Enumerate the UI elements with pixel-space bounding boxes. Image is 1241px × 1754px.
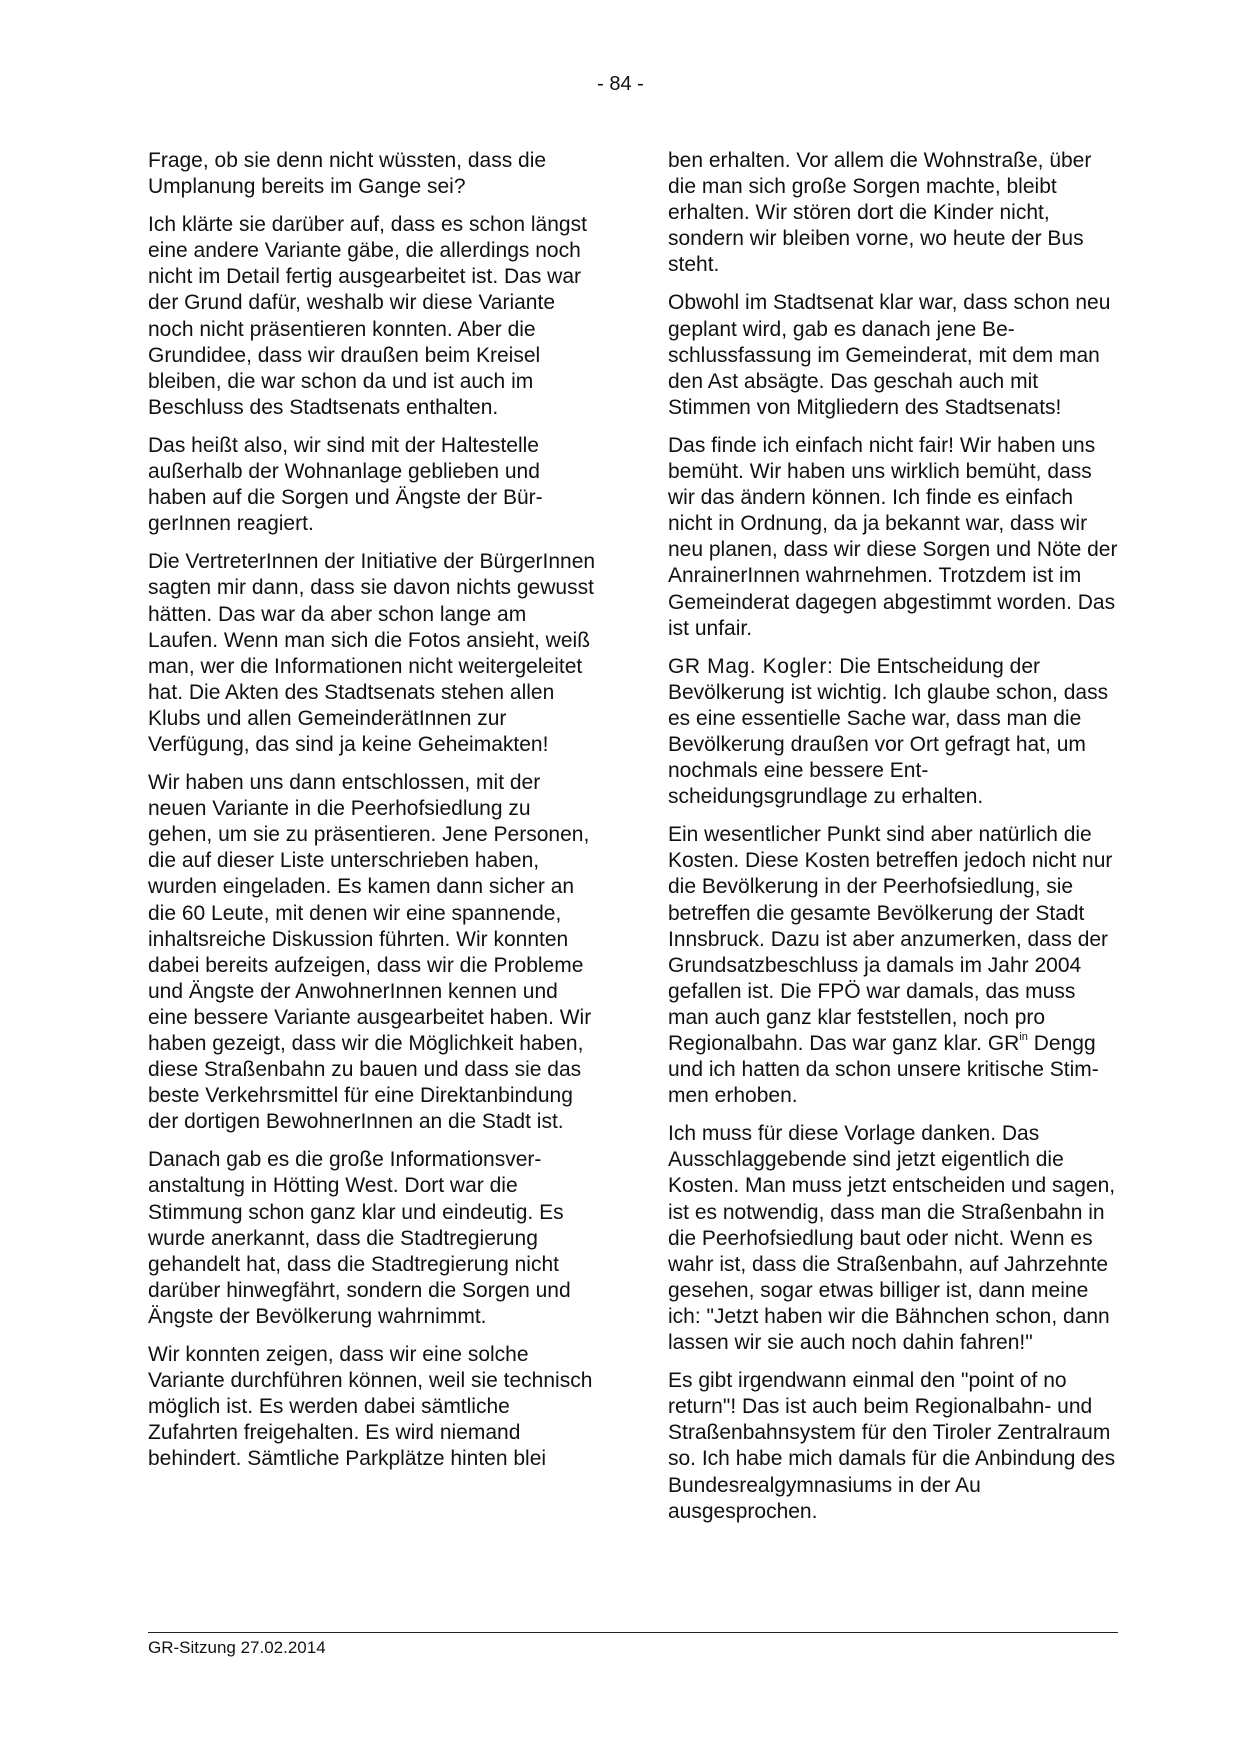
page-number: - 84 - <box>597 73 644 95</box>
paragraph: Frage, ob sie denn nicht wüssten, dass die Umplanung bereits im Gange sei? <box>148 149 547 199</box>
paragraph: Das finde ich einfach nicht fair! Wir haben uns bemüht. Wir haben uns wirklich bemüht, dass wir das ändern können. Ich finde es einfach nicht in Ordnung, da ja bekannt war, dass wir neu planen, dass wir diese Sorgen und Nöte der AnrainerInnen wahrnehmen. Trotzdem ist im Gemeinderat dagegen abgestimmt worden. Das ist unfair. <box>668 433 1118 640</box>
paragraph-text: Ein wesentlicher Punkt sind aber natürlich die Kosten. Diese Kosten betreffen jedoch nicht nur die Bevölkerung in der Peerhofsiedlung, sie betreffen die gesamte Bevölkerung der Stadt Innsbruck. Dazu ist aber anzumerken, dass der Grundsatzbeschluss ja damals im Jahr 2004 gefallen ist. Die FPÖ war damals, das muss man auch ganz klar feststellen, noch pro Regionalbahn. Das war ganz klar. GR <box>668 823 1113 1055</box>
paragraph <box>668 822 1120 1109</box>
paragraph: Ich klärte sie darüber auf, dass es schon längst eine andere Variante gäbe, die allerdings noch nicht im Detail fertig ausgearbeitet ist. Das war der Grund dafür, weshalb wir diese Variante noch nicht präsentieren konnten. Aber die Grundidee, dass wir draußen beim Kreisel bleiben, die war schon da und ist auch im Beschluss des Stadtsenats enthalten. <box>148 213 587 419</box>
paragraph-text: Dengg und ich hatten da schon unsere kritische Stimmen erhoben. <box>668 1032 1099 1108</box>
footer-divider <box>148 1632 1118 1633</box>
paragraph: Wir konnten zeigen, dass wir eine solche Variante durchführen können, weil sie technisch möglich ist. Es werden dabei sämtliche Zufahrten freigehalten. Es wird niemand behindert. Sämtliche Parkplätze hinten blei <box>148 1343 593 1471</box>
paragraph: Ich muss für diese Vorlage danken. Das Ausschlaggebende sind jetzt eigentlich die Kosten. Man muss jetzt entscheiden und sagen, ist es notwendig, dass man die Straßenbahn in die Peerhofsiedlung baut oder nicht. Wenn es wahr ist, dass die Straßenbahn, auf Jahrzehnte gesehen, sogar etwas billiger ist, dann meine ich: "Jetzt haben wir die Bähnchen schon, dann lassen wir sie auch noch dahin fahren!" <box>668 1122 1116 1355</box>
paragraph: Obwohl im Stadtsenat klar war, dass schon neu geplant wird, gab es danach jene Beschlussfassung im Gemeinderat, mit dem man den Ast absägte. Das geschah auch mit Stimmen von Mitgliedern des Stadtsenats! <box>668 291 1111 419</box>
paragraph: Wir haben uns dann entschlossen, mit der neuen Variante in die Peerhofsiedlung zu gehen, um sie zu präsentieren. Jene Personen, die auf dieser Liste unterschrieben haben, wurden eingeladen. Es kamen dann sicher an die 60 Leute, mit denen wir eine spannende, inhaltsreiche Diskussion führten. Wir konnten dabei bereits aufzeigen, dass wir die Probleme und Ängste der AnwohnerInnen kennen und eine bessere Variante ausgearbeitet haben. Wir haben gezeigt, dass wir die Möglichkeit haben, diese Straßenbahn zu bauen und dass sie das beste Verkehrsmittel für eine Direktanbindung der dortigen BewohnerInnen an die Stadt ist. <box>148 771 592 1134</box>
paragraph: Es gibt irgendwann einmal den "point of no return"! Das ist auch beim Regionalbahn- und Straßenbahnsystem für den Tiroler Zentralraum so. Ich habe mich damals für die Anbindung des Bundesrealgymnasiums in der Au ausgesprochen. <box>668 1369 1116 1523</box>
speaker-name: GR Mag. Kogler: <box>668 654 834 678</box>
left-column <box>148 148 600 1485</box>
paragraph: Danach gab es die große Informationsveranstaltung in Hötting West. Dort war die Stimmung schon ganz klar und eindeutig. Es wurde anerkannt, dass die Stadtregierung gehandelt hat, dass die Stadtregierung nicht darüber hinwegfährt, sondern die Sorgen und Ängste der Bevölkerung wahrnimmt. <box>148 1148 571 1328</box>
paragraph: ben erhalten. Vor allem die Wohnstraße, über die man sich große Sorgen machte, bleibt erhalten. Wir stören dort die Kinder nicht, sondern wir bleiben vorne, wo heute der Bus steht. <box>668 149 1092 277</box>
footer-session-date: GR-Sitzung 27.02.2014 <box>148 1638 326 1657</box>
paragraph: Das heißt also, wir sind mit der Haltestelle außerhalb der Wohnanlage geblieben und haben auf die Sorgen und Ängste der BürgerInnen reagiert. <box>148 433 543 536</box>
speaker-text: Die Entscheidung der Bevölkerung ist wichtig. Ich glaube schon, dass es eine essentielle Sache war, dass man die Bevölkerung draußen vor Ort gefragt hat, um nochmals eine bessere Entscheidungsgrundlage zu erhalten. <box>668 654 1109 809</box>
paragraph: Die VertreterInnen der Initiative der BürgerInnen sagten mir dann, dass sie davon nichts gewusst hätten. Das war da aber schon lange am Laufen. Wenn man sich die Fotos ansieht, weiß man, wer die Informationen nicht weitergeleitet hat. Die Akten des Stadtsenats stehen allen Klubs und allen GemeinderätInnen zur Verfügung, das sind ja keine Geheimakten! <box>148 550 596 756</box>
right-column <box>668 148 1120 1537</box>
speaker-paragraph <box>668 654 1120 811</box>
superscript: in <box>1019 1031 1028 1043</box>
